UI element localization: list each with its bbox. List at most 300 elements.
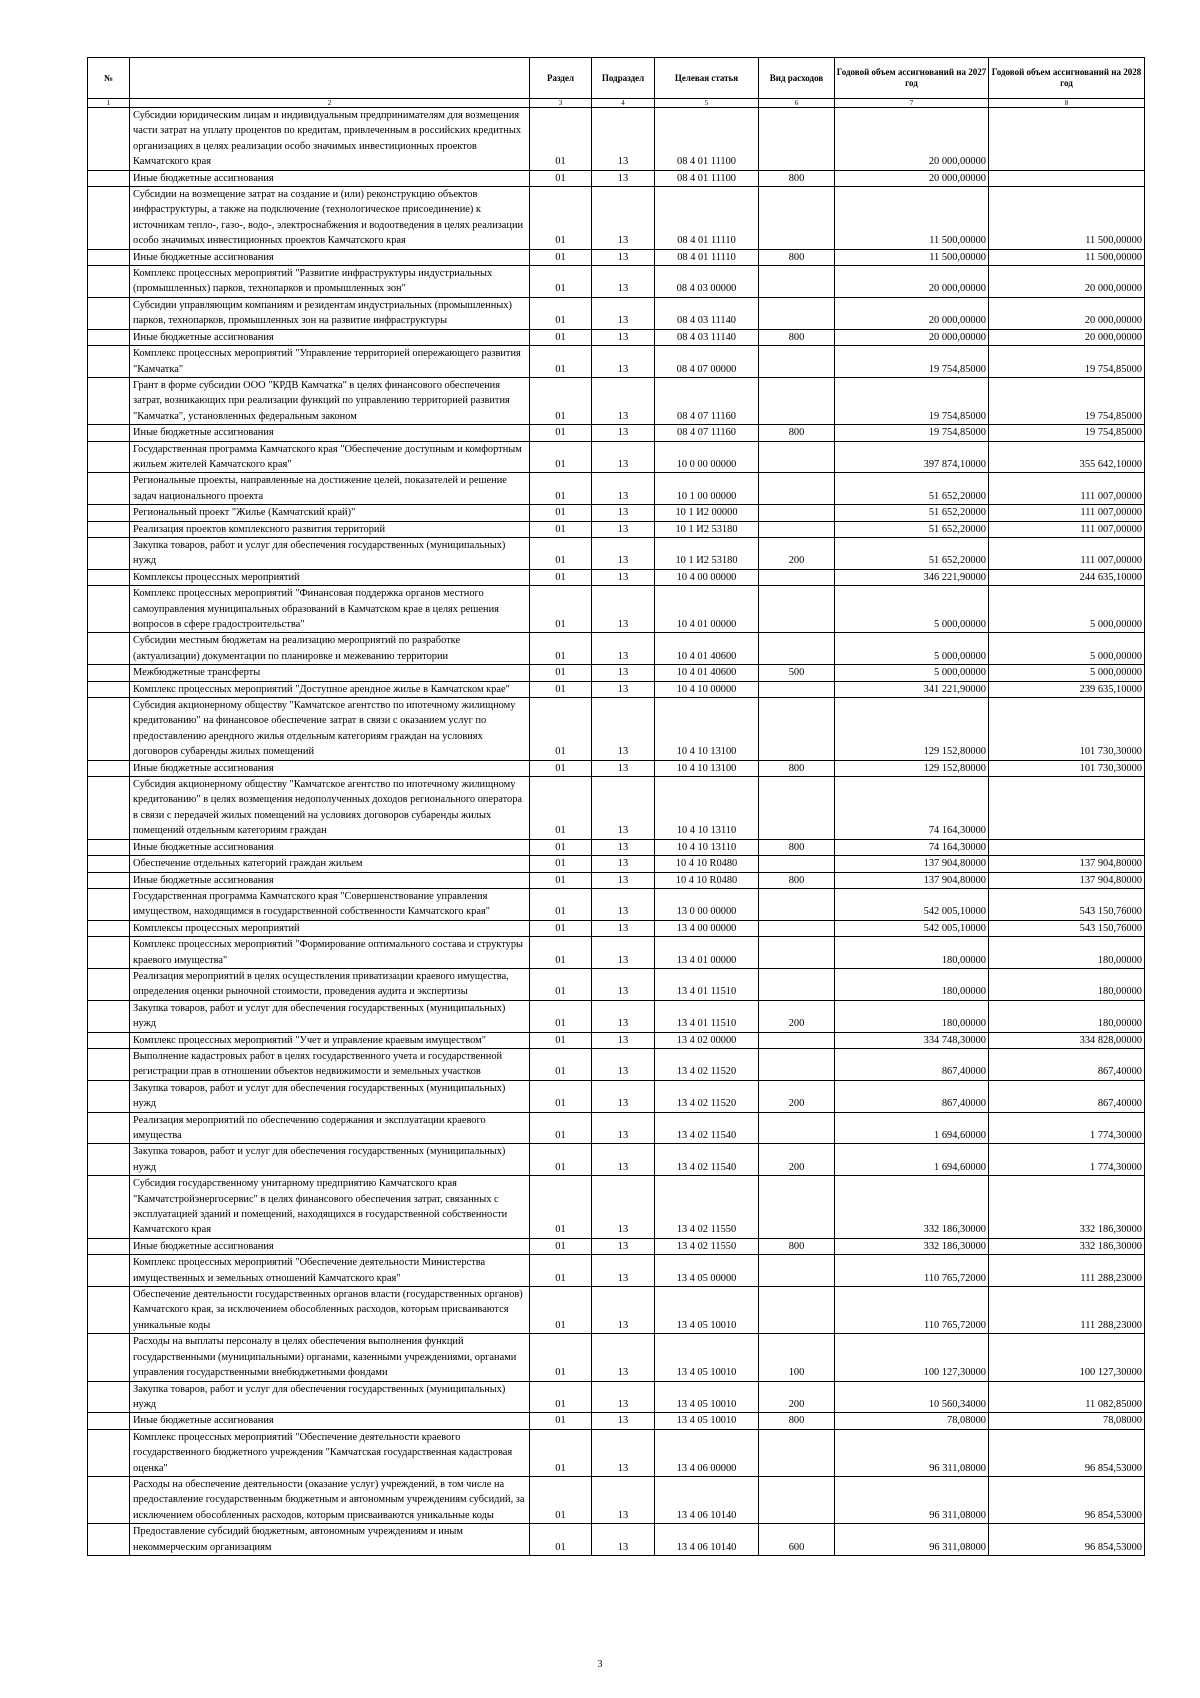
row-number-cell [88, 425, 130, 441]
row-podrazdel-cell: 13 [592, 187, 655, 250]
row-target-cell: 13 4 00 00000 [655, 920, 759, 936]
row-podrazdel-cell: 13 [592, 665, 655, 681]
row-number-cell [88, 473, 130, 505]
table-row [88, 1080, 1145, 1112]
row-name-cell: Субсидия государственному унитарному предприятию Камчатского края "Камчатстройэнергосервис" в целях финансового обеспечения затрат, связанных с эксплуатацией зданий и помещений, находящихся в государственной собственности Камчатского края [130, 1176, 530, 1239]
row-2027-cell: 100 127,30000 [835, 1334, 989, 1381]
row-name-cell: Закупка товаров, работ и услуг для обеспечения государственных (муниципальных) нужд [130, 537, 530, 569]
row-2028-cell: 111 288,23000 [989, 1255, 1145, 1287]
table-row [88, 425, 1145, 441]
row-2028-cell: 19 754,85000 [989, 346, 1145, 378]
row-razdel-cell: 01 [530, 108, 592, 171]
row-2027-cell: 129 152,80000 [835, 698, 989, 761]
row-razdel-cell: 01 [530, 698, 592, 761]
row-razdel-cell: 01 [530, 537, 592, 569]
row-razdel-cell: 01 [530, 760, 592, 776]
row-2028-cell: 180,00000 [989, 937, 1145, 969]
table-row [88, 665, 1145, 681]
row-target-cell: 13 4 05 10010 [655, 1381, 759, 1413]
row-number-cell [88, 1000, 130, 1032]
row-2028-cell: 867,40000 [989, 1048, 1145, 1080]
row-2027-cell: 96 311,08000 [835, 1429, 989, 1476]
header-2028: Годовой объем ассигнований на 2028 год [989, 58, 1145, 99]
row-2027-cell: 19 754,85000 [835, 346, 989, 378]
row-vid-cell: 800 [759, 170, 835, 186]
row-razdel-cell: 01 [530, 1176, 592, 1239]
row-name-cell: Комплекс процессных мероприятий "Развитие инфраструктуры индустриальных (промышленных) парков, технопарков и промышленных зон" [130, 266, 530, 298]
row-name-cell: Иные бюджетные ассигнования [130, 760, 530, 776]
row-2028-cell: 332 186,30000 [989, 1176, 1145, 1239]
row-vid-cell: 200 [759, 537, 835, 569]
row-target-cell: 13 0 00 00000 [655, 888, 759, 920]
table-row [88, 698, 1145, 761]
row-name-cell: Закупка товаров, работ и услуг для обеспечения государственных (муниципальных) нужд [130, 1000, 530, 1032]
row-target-cell: 08 4 03 00000 [655, 266, 759, 298]
row-target-cell: 10 4 10 13110 [655, 777, 759, 840]
row-2027-cell: 332 186,30000 [835, 1176, 989, 1239]
row-name-cell: Закупка товаров, работ и услуг для обеспечения государственных (муниципальных) нужд [130, 1144, 530, 1176]
row-name-cell: Государственная программа Камчатского края "Обеспечение доступным и комфортным жильем жителей Камчатского края" [130, 441, 530, 473]
row-podrazdel-cell: 13 [592, 521, 655, 537]
row-vid-cell [759, 586, 835, 633]
row-number-cell [88, 1524, 130, 1556]
row-number-cell [88, 839, 130, 855]
row-podrazdel-cell: 13 [592, 681, 655, 697]
row-target-cell: 13 4 02 11540 [655, 1144, 759, 1176]
row-2028-cell: 137 904,80000 [989, 856, 1145, 872]
row-2028-cell [989, 170, 1145, 186]
row-vid-cell: 100 [759, 1334, 835, 1381]
row-name-cell: Иные бюджетные ассигнования [130, 872, 530, 888]
row-name-cell: Грант в форме субсидии ООО "КРДВ Камчатка" в целях финансового обеспечения затрат, возникающих при реализации функций по управлению территорией развития "Камчатка", установленных федеральным законом [130, 377, 530, 424]
row-razdel-cell: 01 [530, 425, 592, 441]
row-number-cell [88, 1255, 130, 1287]
header-2027: Годовой объем ассигнований на 2027 год [835, 58, 989, 99]
row-2028-cell: 355 642,10000 [989, 441, 1145, 473]
column-number: 5 [655, 99, 759, 108]
row-2027-cell: 332 186,30000 [835, 1238, 989, 1254]
row-number-cell [88, 1238, 130, 1254]
row-2027-cell: 341 221,90000 [835, 681, 989, 697]
row-number-cell [88, 1144, 130, 1176]
row-number-cell [88, 329, 130, 345]
header-target: Целевая статья [655, 58, 759, 99]
table-row [88, 1524, 1145, 1556]
row-vid-cell [759, 297, 835, 329]
row-razdel-cell: 01 [530, 441, 592, 473]
row-razdel-cell: 01 [530, 249, 592, 265]
table-row [88, 1429, 1145, 1476]
row-razdel-cell: 01 [530, 521, 592, 537]
row-vid-cell [759, 856, 835, 872]
row-razdel-cell: 01 [530, 1429, 592, 1476]
row-podrazdel-cell: 13 [592, 1381, 655, 1413]
row-target-cell: 08 4 07 11160 [655, 377, 759, 424]
table-row [88, 1176, 1145, 1239]
row-2027-cell: 542 005,10000 [835, 888, 989, 920]
row-podrazdel-cell: 13 [592, 505, 655, 521]
row-2028-cell: 96 854,53000 [989, 1429, 1145, 1476]
row-number-cell [88, 1048, 130, 1080]
row-2027-cell: 180,00000 [835, 1000, 989, 1032]
row-2027-cell: 129 152,80000 [835, 760, 989, 776]
row-name-cell: Реализация мероприятий по обеспечению содержания и эксплуатации краевого имущества [130, 1112, 530, 1144]
table-row [88, 968, 1145, 1000]
row-number-cell [88, 920, 130, 936]
table-row [88, 329, 1145, 345]
row-razdel-cell: 01 [530, 1255, 592, 1287]
row-podrazdel-cell: 13 [592, 1000, 655, 1032]
row-2028-cell [989, 777, 1145, 840]
row-number-cell [88, 888, 130, 920]
row-target-cell: 13 4 06 10140 [655, 1476, 759, 1523]
row-target-cell: 13 4 01 11510 [655, 1000, 759, 1032]
row-2028-cell: 111 007,00000 [989, 505, 1145, 521]
row-podrazdel-cell: 13 [592, 1032, 655, 1048]
row-name-cell: Комплекс процессных мероприятий "Формирование оптимального состава и структуры краевого имущества" [130, 937, 530, 969]
budget-table [87, 57, 1145, 1556]
row-vid-cell [759, 346, 835, 378]
row-name-cell: Комплекс процессных мероприятий "Обеспечение деятельности краевого государственного бюджетного учреждения "Камчатская государственная кадастровая оценка" [130, 1429, 530, 1476]
row-target-cell: 10 1 И2 53180 [655, 537, 759, 569]
row-vid-cell [759, 1176, 835, 1239]
row-target-cell: 10 1 И2 53180 [655, 521, 759, 537]
row-2027-cell: 10 560,34000 [835, 1381, 989, 1413]
row-2027-cell: 110 765,72000 [835, 1287, 989, 1334]
table-row [88, 1238, 1145, 1254]
row-razdel-cell: 01 [530, 170, 592, 186]
row-razdel-cell: 01 [530, 1476, 592, 1523]
row-target-cell: 10 4 01 00000 [655, 586, 759, 633]
row-target-cell: 08 4 01 11100 [655, 108, 759, 171]
row-vid-cell [759, 968, 835, 1000]
row-name-cell: Закупка товаров, работ и услуг для обеспечения государственных (муниципальных) нужд [130, 1080, 530, 1112]
row-vid-cell: 800 [759, 872, 835, 888]
row-name-cell: Расходы на выплаты персоналу в целях обеспечения выполнения функций государственными (муниципальными) органами, казенными учреждениями, органами управления государственными внебюджетными фондами [130, 1334, 530, 1381]
row-2027-cell: 20 000,00000 [835, 170, 989, 186]
row-2028-cell: 1 774,30000 [989, 1144, 1145, 1176]
row-name-cell: Комплекс процессных мероприятий "Доступное арендное жилье в Камчатском крае" [130, 681, 530, 697]
row-2027-cell: 1 694,60000 [835, 1144, 989, 1176]
row-razdel-cell: 01 [530, 1524, 592, 1556]
row-target-cell: 08 4 03 11140 [655, 297, 759, 329]
row-vid-cell [759, 377, 835, 424]
row-vid-cell [759, 521, 835, 537]
row-vid-cell: 200 [759, 1000, 835, 1032]
table-row [88, 1476, 1145, 1523]
row-number-cell [88, 249, 130, 265]
row-number-cell [88, 665, 130, 681]
row-name-cell: Обеспечение отдельных категорий граждан жильем [130, 856, 530, 872]
row-number-cell [88, 377, 130, 424]
row-target-cell: 13 4 01 00000 [655, 937, 759, 969]
row-podrazdel-cell: 13 [592, 329, 655, 345]
row-2027-cell: 11 500,00000 [835, 187, 989, 250]
row-vid-cell [759, 888, 835, 920]
row-2027-cell: 180,00000 [835, 968, 989, 1000]
table-row [88, 1381, 1145, 1413]
row-target-cell: 10 4 10 R0480 [655, 872, 759, 888]
column-number: 6 [759, 99, 835, 108]
table-row [88, 920, 1145, 936]
row-name-cell: Предоставление субсидий бюджетным, автономным учреждениям и иным некоммерческим организациям [130, 1524, 530, 1556]
column-number: 1 [88, 99, 130, 108]
row-podrazdel-cell: 13 [592, 377, 655, 424]
page-number: 3 [597, 1659, 603, 1670]
table-row [88, 569, 1145, 585]
row-number-cell [88, 1176, 130, 1239]
row-target-cell: 10 4 01 40600 [655, 633, 759, 665]
row-vid-cell: 800 [759, 1238, 835, 1254]
row-2027-cell: 20 000,00000 [835, 108, 989, 171]
row-2028-cell: 78,08000 [989, 1413, 1145, 1429]
row-podrazdel-cell: 13 [592, 698, 655, 761]
row-razdel-cell: 01 [530, 1032, 592, 1048]
table-row [88, 586, 1145, 633]
row-name-cell: Субсидия акционерному обществу "Камчатское агентство по ипотечному жилищному кредитованию" в целях возмещения недополученных доходов регионального оператора в связи с передачей жилых помещений на условиях договоров субаренды жилых помещений отдельным категориям граждан [130, 777, 530, 840]
row-vid-cell: 800 [759, 1413, 835, 1429]
row-number-cell [88, 1429, 130, 1476]
table-row [88, 1334, 1145, 1381]
row-number-cell [88, 872, 130, 888]
row-target-cell: 13 4 02 11550 [655, 1238, 759, 1254]
row-vid-cell [759, 505, 835, 521]
row-name-cell: Реализация мероприятий в целях осуществления приватизации краевого имущества, определения оценки рыночной стоимости, проведения аудита и экспертизы [130, 968, 530, 1000]
row-podrazdel-cell: 13 [592, 346, 655, 378]
row-razdel-cell: 01 [530, 937, 592, 969]
row-2027-cell: 346 221,90000 [835, 569, 989, 585]
row-number-cell [88, 1080, 130, 1112]
table-row [88, 777, 1145, 840]
row-target-cell: 13 4 05 00000 [655, 1255, 759, 1287]
row-razdel-cell: 01 [530, 505, 592, 521]
row-target-cell: 13 4 02 00000 [655, 1032, 759, 1048]
row-2028-cell: 239 635,10000 [989, 681, 1145, 697]
row-podrazdel-cell: 13 [592, 872, 655, 888]
row-number-cell [88, 170, 130, 186]
row-podrazdel-cell: 13 [592, 569, 655, 585]
row-name-cell: Межбюджетные трансферты [130, 665, 530, 681]
row-target-cell: 08 4 01 11110 [655, 187, 759, 250]
table-row [88, 1413, 1145, 1429]
row-target-cell: 13 4 02 11520 [655, 1080, 759, 1112]
row-name-cell: Комплекс процессных мероприятий "Финансовая поддержка органов местного самоуправления муниципальных образований в Камчатском крае в целях решения вопросов в сфере градостроительства" [130, 586, 530, 633]
row-2027-cell: 74 164,30000 [835, 839, 989, 855]
row-target-cell: 10 4 10 13110 [655, 839, 759, 855]
table-row [88, 1112, 1145, 1144]
row-podrazdel-cell: 13 [592, 760, 655, 776]
row-number-cell [88, 187, 130, 250]
row-podrazdel-cell: 13 [592, 1238, 655, 1254]
row-number-cell [88, 346, 130, 378]
row-2028-cell: 543 150,76000 [989, 888, 1145, 920]
row-name-cell: Иные бюджетные ассигнования [130, 249, 530, 265]
column-numbers-row [88, 99, 1145, 108]
row-2027-cell: 51 652,20000 [835, 473, 989, 505]
row-number-cell [88, 108, 130, 171]
row-podrazdel-cell: 13 [592, 1476, 655, 1523]
table-row [88, 505, 1145, 521]
column-number: 4 [592, 99, 655, 108]
table-row [88, 681, 1145, 697]
row-razdel-cell: 01 [530, 681, 592, 697]
table-row [88, 856, 1145, 872]
row-name-cell: Иные бюджетные ассигнования [130, 1413, 530, 1429]
table-row [88, 521, 1145, 537]
row-2027-cell: 867,40000 [835, 1048, 989, 1080]
row-razdel-cell: 01 [530, 968, 592, 1000]
table-row [88, 1287, 1145, 1334]
row-target-cell: 08 4 03 11140 [655, 329, 759, 345]
row-2028-cell: 96 854,53000 [989, 1524, 1145, 1556]
row-2028-cell: 11 082,85000 [989, 1381, 1145, 1413]
row-vid-cell [759, 1429, 835, 1476]
row-podrazdel-cell: 13 [592, 1429, 655, 1476]
row-number-cell [88, 266, 130, 298]
row-2027-cell: 110 765,72000 [835, 1255, 989, 1287]
row-target-cell: 08 4 07 11160 [655, 425, 759, 441]
row-razdel-cell: 01 [530, 1000, 592, 1032]
row-vid-cell: 500 [759, 665, 835, 681]
row-name-cell: Иные бюджетные ассигнования [130, 1238, 530, 1254]
row-target-cell: 10 4 01 40600 [655, 665, 759, 681]
row-2027-cell: 51 652,20000 [835, 537, 989, 569]
row-razdel-cell: 01 [530, 1381, 592, 1413]
table-row [88, 872, 1145, 888]
row-vid-cell: 800 [759, 760, 835, 776]
row-razdel-cell: 01 [530, 473, 592, 505]
row-razdel-cell: 01 [530, 329, 592, 345]
row-vid-cell: 800 [759, 425, 835, 441]
row-target-cell: 10 4 10 R0480 [655, 856, 759, 872]
row-number-cell [88, 937, 130, 969]
row-vid-cell [759, 777, 835, 840]
row-target-cell: 10 4 00 00000 [655, 569, 759, 585]
row-vid-cell: 800 [759, 249, 835, 265]
row-number-cell [88, 1287, 130, 1334]
table-row [88, 170, 1145, 186]
column-number: 3 [530, 99, 592, 108]
row-podrazdel-cell: 13 [592, 266, 655, 298]
row-name-cell: Иные бюджетные ассигнования [130, 425, 530, 441]
row-target-cell: 10 1 И2 00000 [655, 505, 759, 521]
row-2028-cell: 5 000,00000 [989, 665, 1145, 681]
row-2028-cell: 180,00000 [989, 1000, 1145, 1032]
row-name-cell: Субсидия акционерному обществу "Камчатское агентство по ипотечному жилищному кредитованию" на финансовое обеспечение затрат в связи с оказанием услуг по предоставлению арендного жилья отдельным категориям граждан на условиях договоров субаренды жилых помещений [130, 698, 530, 761]
row-number-cell [88, 633, 130, 665]
row-name-cell: Расходы на обеспечение деятельности (оказание услуг) учреждений, в том числе на предоставление государственным бюджетным и автономным учреждениям субсидий, за исключением обособленных расходов, которым присваиваются уникальные коды [130, 1476, 530, 1523]
row-2028-cell: 20 000,00000 [989, 297, 1145, 329]
header-number: № [88, 58, 130, 99]
row-2028-cell: 244 635,10000 [989, 569, 1145, 585]
row-razdel-cell: 01 [530, 1287, 592, 1334]
row-target-cell: 08 4 01 11110 [655, 249, 759, 265]
table-body [88, 108, 1145, 1556]
table-row [88, 839, 1145, 855]
row-vid-cell [759, 473, 835, 505]
table-row [88, 249, 1145, 265]
row-name-cell: Субсидии местным бюджетам на реализацию мероприятий по разработке (актуализации) документации по планировке и межеванию территории [130, 633, 530, 665]
row-2027-cell: 19 754,85000 [835, 377, 989, 424]
row-2027-cell: 137 904,80000 [835, 856, 989, 872]
table-row [88, 441, 1145, 473]
row-razdel-cell: 01 [530, 377, 592, 424]
row-target-cell: 10 1 00 00000 [655, 473, 759, 505]
row-target-cell: 10 4 10 13100 [655, 698, 759, 761]
row-2028-cell: 100 127,30000 [989, 1334, 1145, 1381]
table-row [88, 537, 1145, 569]
row-podrazdel-cell: 13 [592, 297, 655, 329]
row-name-cell: Региональный проект "Жилье (Камчатский край)" [130, 505, 530, 521]
row-name-cell: Субсидии на возмещение затрат на создание и (или) реконструкцию объектов инфраструктуры, а также на подключение (технологическое присоединение) к источникам тепло-, газо-, водо-, электроснабжения и водоотведения в целях реализации особо значимых инвестиционных проектов Камчатского края [130, 187, 530, 250]
row-2027-cell: 51 652,20000 [835, 521, 989, 537]
row-vid-cell [759, 1048, 835, 1080]
row-number-cell [88, 1381, 130, 1413]
row-vid-cell [759, 569, 835, 585]
row-2028-cell: 111 007,00000 [989, 473, 1145, 505]
row-target-cell: 10 4 10 00000 [655, 681, 759, 697]
row-name-cell: Выполнение кадастровых работ в целях государственного учета и государственной регистрации прав в отношении объектов недвижимости и земельных участков [130, 1048, 530, 1080]
row-target-cell: 13 4 02 11540 [655, 1112, 759, 1144]
row-2028-cell: 180,00000 [989, 968, 1145, 1000]
row-podrazdel-cell: 13 [592, 1080, 655, 1112]
row-vid-cell [759, 187, 835, 250]
row-2027-cell: 96 311,08000 [835, 1524, 989, 1556]
row-2028-cell: 111 288,23000 [989, 1287, 1145, 1334]
row-name-cell: Комплекс процессных мероприятий "Обеспечение деятельности Министерства имущественных и земельных отношений Камчатского края" [130, 1255, 530, 1287]
row-podrazdel-cell: 13 [592, 1413, 655, 1429]
row-razdel-cell: 01 [530, 1048, 592, 1080]
row-2028-cell: 101 730,30000 [989, 698, 1145, 761]
table-row [88, 473, 1145, 505]
row-number-cell [88, 681, 130, 697]
row-target-cell: 13 4 05 10010 [655, 1287, 759, 1334]
row-podrazdel-cell: 13 [592, 537, 655, 569]
row-razdel-cell: 01 [530, 1334, 592, 1381]
row-number-cell [88, 856, 130, 872]
row-name-cell: Обеспечение деятельности государственных органов власти (государственных органов) Камчатского края, за исключением обособленных расходов, которым присваиваются уникальные коды [130, 1287, 530, 1334]
row-2027-cell: 5 000,00000 [835, 633, 989, 665]
row-2028-cell [989, 108, 1145, 171]
row-2027-cell: 96 311,08000 [835, 1476, 989, 1523]
row-podrazdel-cell: 13 [592, 1287, 655, 1334]
row-vid-cell [759, 1476, 835, 1523]
row-podrazdel-cell: 13 [592, 441, 655, 473]
table-row [88, 266, 1145, 298]
row-target-cell: 08 4 07 00000 [655, 346, 759, 378]
row-name-cell: Субсидии управляющим компаниям и резидентам индустриальных (промышленных) парков, технопарков, промышленных зон на развитие инфраструктуры [130, 297, 530, 329]
row-number-cell [88, 569, 130, 585]
row-vid-cell [759, 681, 835, 697]
row-podrazdel-cell: 13 [592, 1112, 655, 1144]
row-2027-cell: 78,08000 [835, 1413, 989, 1429]
row-podrazdel-cell: 13 [592, 249, 655, 265]
row-podrazdel-cell: 13 [592, 108, 655, 171]
row-podrazdel-cell: 13 [592, 425, 655, 441]
row-2027-cell: 1 694,60000 [835, 1112, 989, 1144]
row-razdel-cell: 01 [530, 888, 592, 920]
row-2027-cell: 867,40000 [835, 1080, 989, 1112]
row-name-cell: Иные бюджетные ассигнования [130, 329, 530, 345]
table-row [88, 187, 1145, 250]
row-name-cell: Субсидии юридическим лицам и индивидуальным предпринимателям для возмещения части затрат на уплату процентов по кредитам, привлеченным в российских кредитных организациях в целях реализации особо значимых инвестиционных проектов Камчатского края [130, 108, 530, 171]
row-vid-cell [759, 108, 835, 171]
row-razdel-cell: 01 [530, 1413, 592, 1429]
row-2028-cell: 111 007,00000 [989, 537, 1145, 569]
row-number-cell [88, 1413, 130, 1429]
row-target-cell: 13 4 02 11550 [655, 1176, 759, 1239]
row-name-cell: Комплекс процессных мероприятий "Учет и управление краевым имуществом" [130, 1032, 530, 1048]
